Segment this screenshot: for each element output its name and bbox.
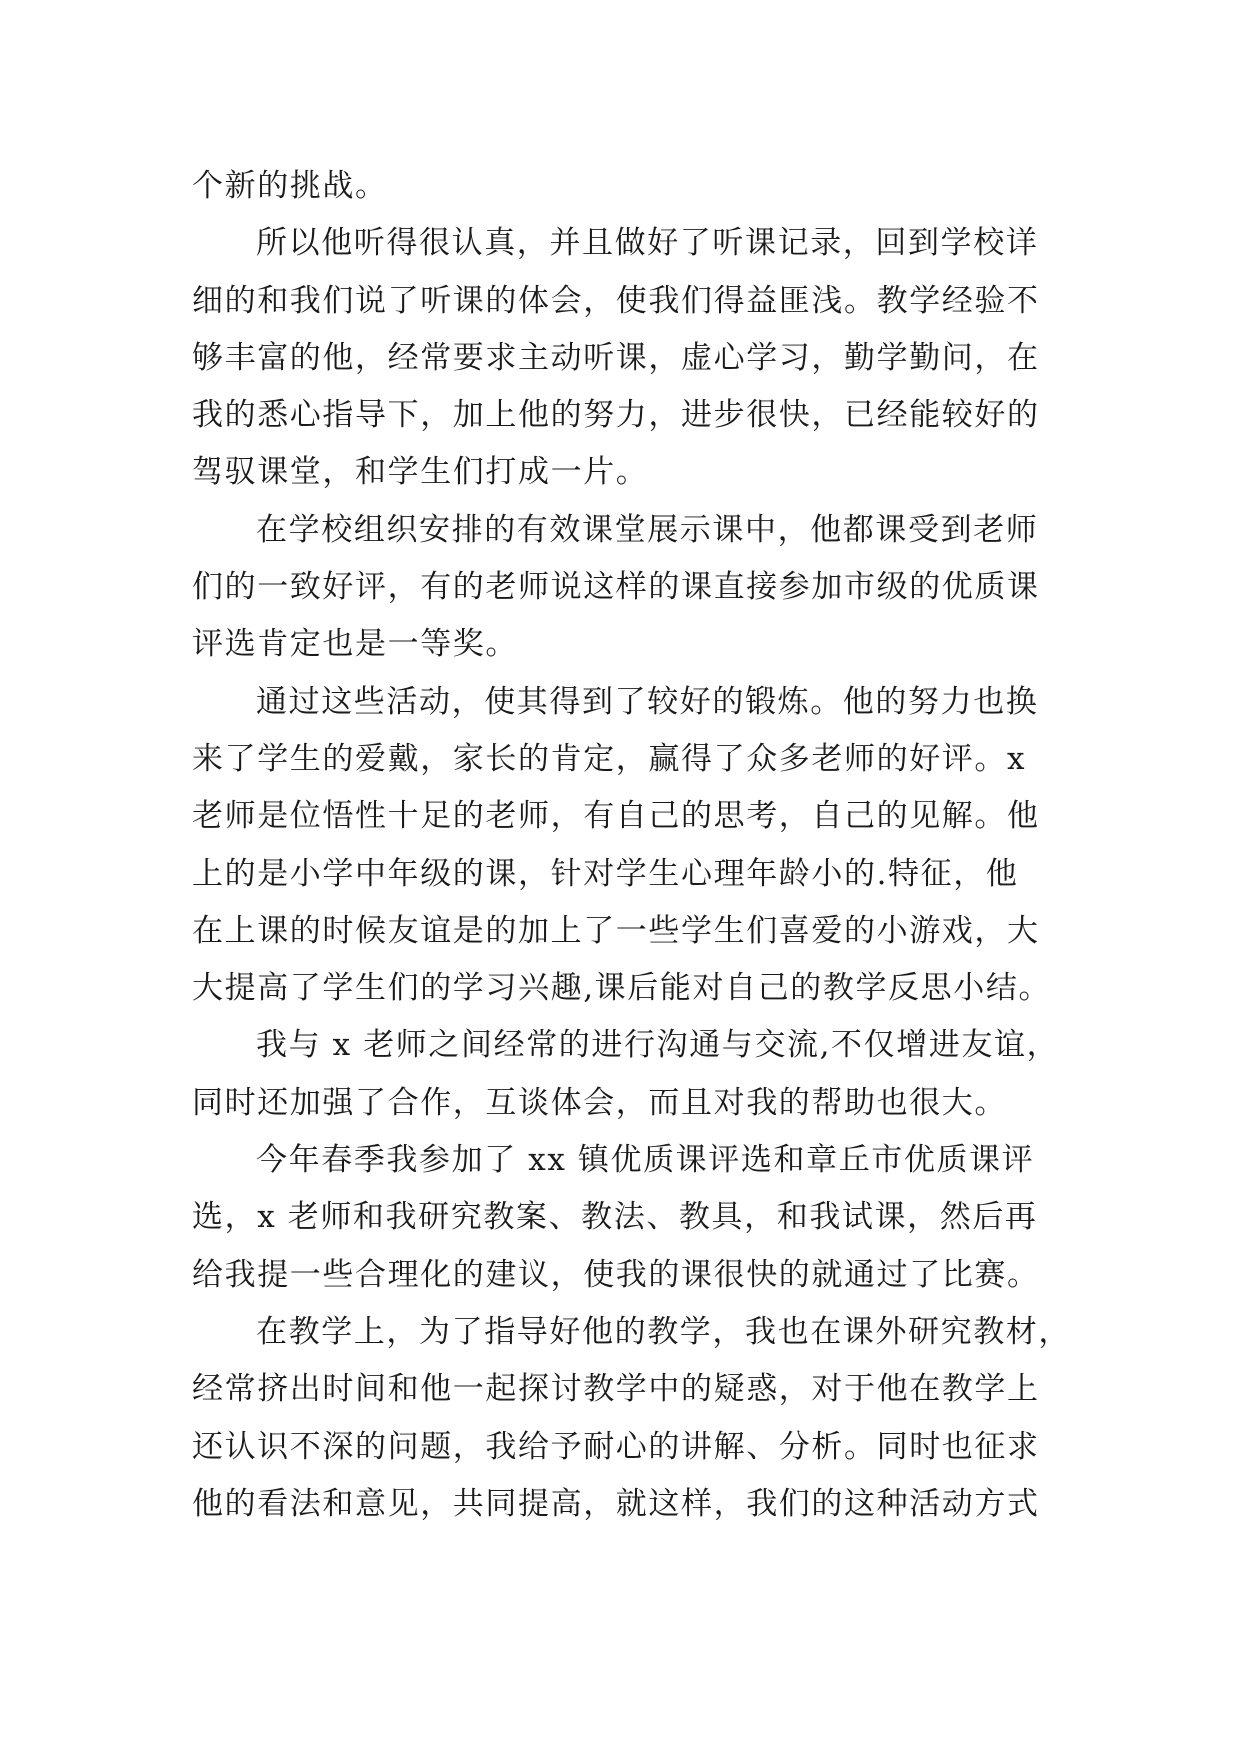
- text-line: 细的和我们说了听课的体会，使我们得益匪浅。教学经验不: [192, 282, 1040, 319]
- text-line: 驾驭课堂，和学生们打成一片。: [192, 454, 649, 491]
- paragraph: [192, 1304, 1071, 1533]
- text-line: 在学校组织安排的有效课堂展示课中，他都课受到老师: [256, 511, 1039, 548]
- paragraph: [192, 158, 1058, 215]
- text-line: 所以他听得很认真，并且做好了听课记录，回到学校详: [256, 225, 1039, 262]
- text-line: 他的看法和意见，共同提高，就这样，我们的这种活动方式: [192, 1485, 1040, 1522]
- paragraph: [192, 1132, 1058, 1304]
- paragraph: [192, 674, 1058, 1018]
- text-line: 们的一致好评，有的老师说这样的课直接参加市级的优质课: [192, 569, 1040, 606]
- text-line: 在上课的时候友谊是的加上了一些学生们喜爱的小游戏，大: [192, 912, 1040, 949]
- text-line: 同时还加强了合作，互谈体会，而且对我的帮助也很大。: [192, 1084, 1007, 1121]
- text-line: 选，x 老师和我研究教案、教法、教具，和我试课，然后再: [192, 1199, 1038, 1236]
- text-line: 够丰富的他，经常要求主动听课，虚心学习，勤学勤问，在: [192, 339, 1040, 376]
- text-line: 大提高了学生们的学习兴趣,课后能对自己的教学反思小结。: [192, 970, 1052, 1007]
- paragraph: [192, 215, 1058, 501]
- text-line: 在教学上，为了指导好他的教学，我也在课外研究教材，: [256, 1313, 1071, 1350]
- text-line: 还认识不深的问题，我给予耐心的讲解、分析。同时也征求: [192, 1428, 1040, 1465]
- text-line: 来了学生的爱戴，家长的肯定，赢得了众多老师的好评。x: [192, 740, 1027, 777]
- text-line: 评选肯定也是一等奖。: [192, 626, 518, 663]
- text-line: 上的是小学中年级的课，针对学生心理年龄小的.特征，他: [192, 855, 1019, 892]
- text-line: 个新的挑战。: [192, 168, 388, 204]
- paragraph: [192, 1017, 1058, 1132]
- document-body: [192, 158, 1071, 1533]
- text-line: 我的悉心指导下，加上他的努力，进步很快，已经能较好的: [192, 397, 1040, 434]
- text-line: 今年春季我参加了 xx 镇优质课评选和章丘市优质课评: [256, 1142, 1035, 1179]
- text-line: 经常挤出时间和他一起探讨教学中的疑惑，对于他在教学上: [192, 1371, 1040, 1408]
- text-line: 给我提一些合理化的建议，使我的课很快的就通过了比赛。: [192, 1256, 1040, 1293]
- text-line: 老师是位悟性十足的老师，有自己的思考，自己的见解。他: [192, 798, 1040, 835]
- text-line: 通过这些活动，使其得到了较好的锻炼。他的努力也换: [256, 683, 1039, 720]
- text-line: 我与 x 老师之间经常的进行沟通与交流,不仅增进友谊，: [256, 1027, 1060, 1064]
- paragraph: [192, 502, 1058, 674]
